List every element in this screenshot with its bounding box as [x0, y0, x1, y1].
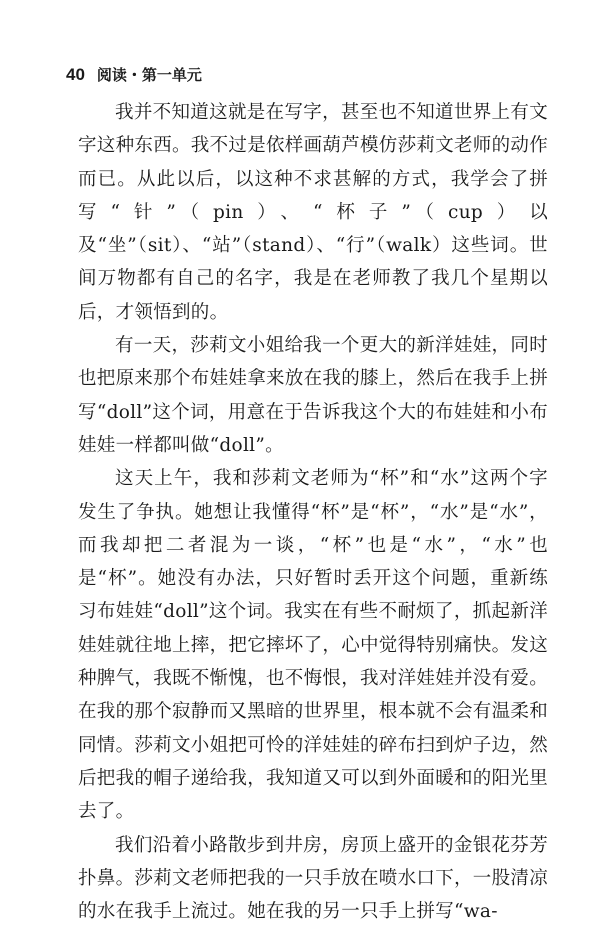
paragraph-1: 我并不知道这就是在写字，甚至也不知道世界上有文字这种东西。我不过是依样画葫芦模仿莎莉文老师的动作而已。从此以后，以这种不求甚解的方式，我学会了拼写“针”（pin）、“杯子”（cup）以及“坐”（sit）、“站”（stand）、“行”（walk）这些词。世间万物都有自己的名字，我是在老师教了我几个星期以后，才领悟到的。: [78, 102, 549, 323]
running-title: 阅读・第一单元: [96, 66, 202, 84]
page-header: [66, 64, 202, 85]
paragraph-3: 这天上午，我和莎莉文老师为“杯”和“水”这两个字发生了争执。她想让我懂得“杯”是“杯”，“水”是“水”，而我却把二者混为一谈，“杯”也是“水”，“水”也是“杯”。她没有办法，只好暂时丢开这个问题，重新练习布娃娃“doll”这个词。我实在有些不耐烦了，抓起新洋娃娃就往地上摔，把它摔坏了，心中觉得特别痛快。发这种脾气，我既不惭愧，也不悔恨，我对洋娃娃并没有爱。在我的那个寂静而又黑暗的世界里，根本就不会有温柔和同情。莎莉文小姐把可怜的洋娃娃的碎布扫到炉子边，然后把我的帽子递给我，我知道又可以到外面暖和的阳光里去了。: [78, 468, 549, 823]
paragraph-2: 有一天，莎莉文小姐给我一个更大的新洋娃娃，同时也把原来那个布娃娃拿来放在我的膝上，然后在我手上拼写“doll”这个词，用意在于告诉我这个大的布娃娃和小布娃娃一样都叫做“doll”。: [78, 335, 549, 456]
paragraph-4: 我们沿着小路散步到井房，房顶上盛开的金银花芬芳扑鼻。莎莉文老师把我的一只手放在喷水口下，一股清凉的水在我手上流过。她在我的另一只手上拼写“wa-: [78, 834, 549, 923]
body-text: [78, 96, 548, 928]
page-number: 40: [66, 65, 85, 84]
